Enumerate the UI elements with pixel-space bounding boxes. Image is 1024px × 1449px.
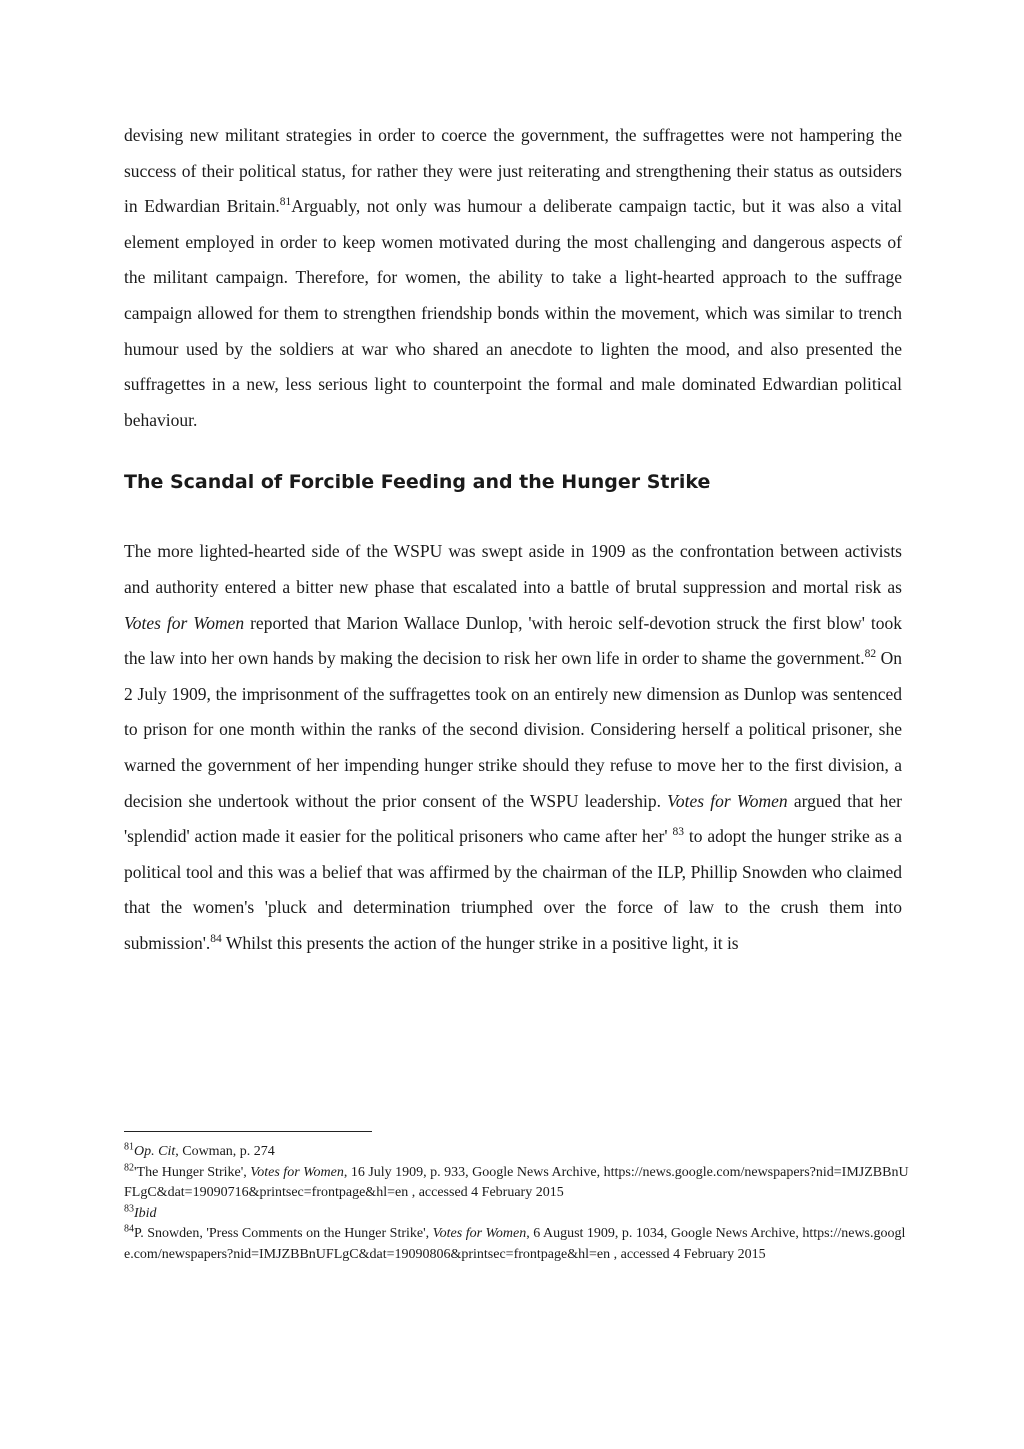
footnote-text: , Cowman, p. 274 bbox=[175, 1144, 275, 1159]
footnote-ref-84[interactable]: 84 bbox=[210, 933, 222, 946]
footnote-italic: Votes for Women bbox=[250, 1164, 344, 1180]
footnote-82 bbox=[124, 1163, 914, 1204]
page-body bbox=[124, 118, 902, 961]
italic-title: Votes for Women bbox=[124, 612, 245, 633]
paragraph-text: Arguably, not only was humour a deliberate campaign tactic, but it was also a vital element employed in order to keep women motivated during the most challenging and dangerous aspects of the militant campaign. Therefore, for women, the ability to take a light-hearted approach to the suffrage campaign allowed for them to strengthen friendship bonds within the movement, which was similar to trench humour used by the soldiers at war who shared an anecdote to lighten the mood, and also presented the suffragettes in a new, less serious light to counterpoint the formal and male dominated Edwardian political behaviour. bbox=[124, 196, 902, 430]
footnote-83 bbox=[124, 1204, 914, 1225]
footnote-ref-81[interactable]: 81 bbox=[279, 196, 292, 209]
footnote-81 bbox=[124, 1142, 914, 1163]
footnote-number: 82 bbox=[124, 1161, 134, 1173]
section-heading: The Scandal of Forcible Feeding and the Hunger Strike bbox=[124, 471, 711, 494]
footnote-text: P. Snowden, 'Press Comments on the Hunger Strike', bbox=[134, 1226, 433, 1241]
paragraph-text: to adopt the hunger strike as a political tool and this was a belief that was affirmed by the chairman of the ILP, Phillip Snowden who claimed that the women's 'pluck and determination triumphed over the force of law to the crush them into submission'. bbox=[124, 826, 902, 953]
italic-title: Votes for Women bbox=[667, 790, 788, 811]
paragraph-text: devising new militant strategies in order to coerce the government, the suffragettes were not hampering the success of their political status, for rather they were just reiterating and strengthening their status as outsiders in Edwardian Britain. bbox=[124, 125, 902, 217]
footnote-divider bbox=[124, 1131, 372, 1132]
footnote-ref-82[interactable]: 82 bbox=[864, 648, 877, 661]
paragraph-1 bbox=[124, 118, 902, 438]
paragraph-2 bbox=[124, 534, 902, 961]
footnote-text[interactable]: , 6 August 1909, p. 1034, Google News Archive, https://news.google.com/newspapers?nid=IMJZBBnUFLgC&dat=19090806&printsec=frontpage&hl=en , accessed 4 February 2015 bbox=[124, 1226, 906, 1262]
footnote-number: 83 bbox=[124, 1202, 134, 1214]
footnote-text: 'The Hunger Strike', bbox=[134, 1164, 251, 1180]
footnote-number: 84 bbox=[124, 1223, 134, 1235]
footnote-text[interactable]: , 16 July 1909, p. 933, Google News Archive, https://news.google.com/newspapers?nid=IMJZBBnUFLgC&dat=19090716&printsec=frontpage&hl=en , accessed 4 February 2015 bbox=[124, 1164, 909, 1200]
footnotes-section bbox=[124, 1131, 914, 1265]
paragraph-text: Whilst this presents the action of the hunger strike in a positive light, it is bbox=[221, 932, 739, 953]
footnote-number: 81 bbox=[124, 1141, 134, 1153]
paragraph-text: argued that her 'splendid' action made it easier for the political prisoners who came after her' bbox=[124, 790, 902, 847]
footnote-84 bbox=[124, 1224, 914, 1265]
paragraph-text: reported that Marion Wallace Dunlop, 'with heroic self-devotion struck the first blow' took the law into her own hands by making the decision to risk her own life in order to shame the government. bbox=[124, 612, 902, 669]
paragraph-text: The more lighted-hearted side of the WSPU was swept aside in 1909 as the confrontation between activists and authority entered a bitter new phase that escalated into a battle of brutal suppression and mortal risk as bbox=[124, 541, 902, 597]
footnote-ref-83[interactable]: 83 bbox=[672, 826, 684, 839]
footnote-italic: Op. Cit bbox=[134, 1144, 176, 1159]
paragraph-text: On 2 July 1909, the imprisonment of the suffragettes took on an entirely new dimension as Dunlop was sentenced to prison for one month within the ranks of the second division. Considering herself a political prisoner, she warned the government of her impending hunger strike should they refuse to move her to the first division, a decision she undertook without the prior consent of the WSPU leadership. bbox=[124, 648, 903, 811]
footnote-italic: Ibid bbox=[134, 1205, 157, 1221]
footnote-italic: Votes for Women bbox=[432, 1226, 527, 1241]
